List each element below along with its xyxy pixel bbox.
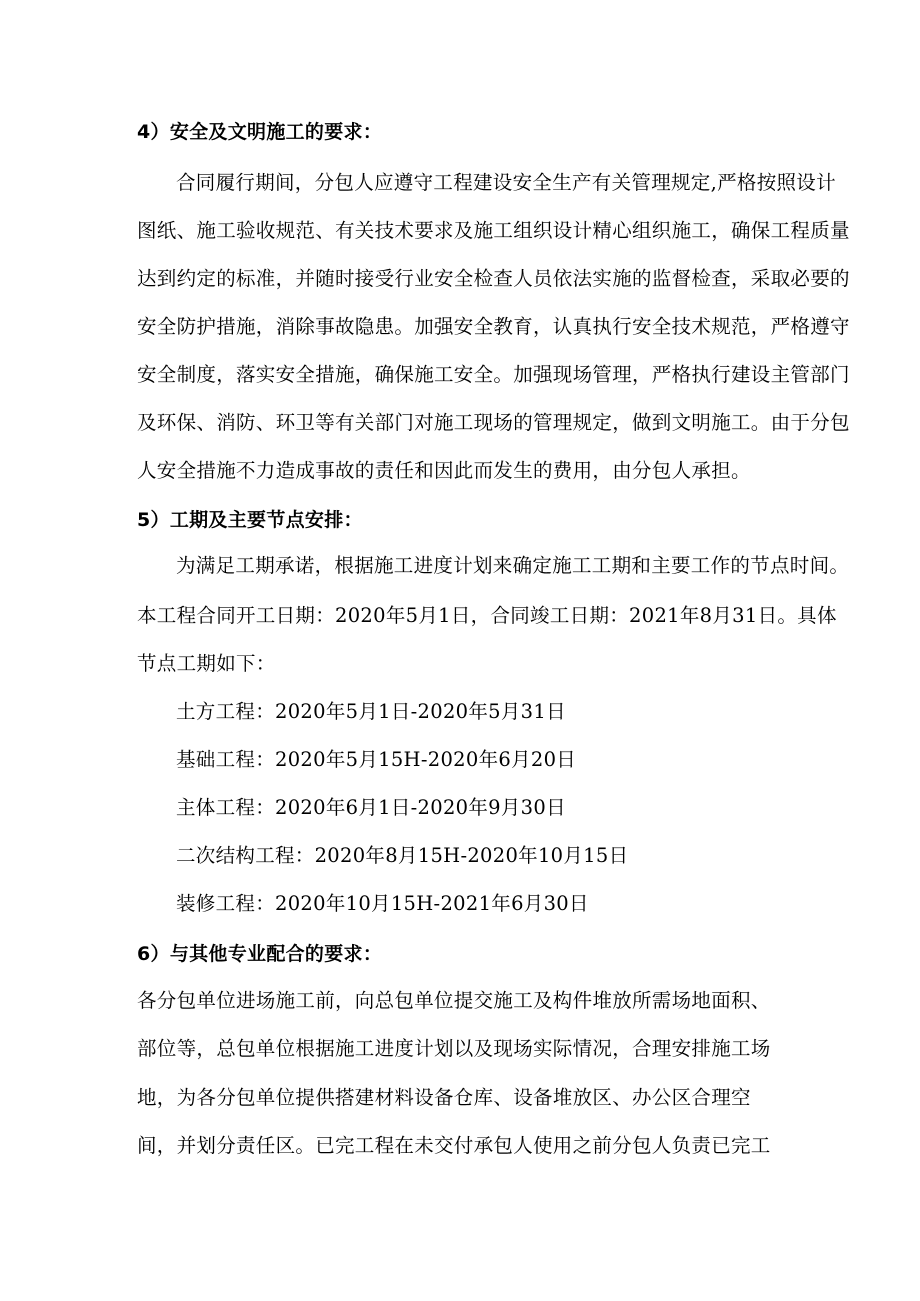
section-6-line-4: 间，并划分责任区。已完工程在未交付承包人使用之前分包人负责已完工 bbox=[137, 1134, 771, 1157]
section-6-line-1: 各分包单位进场施工前，向总包单位提交施工及构件堆放所需场地面积、 bbox=[137, 989, 771, 1012]
section-6-line-2: 部位等，总包单位根据施工进度计划以及现场实际情况，合理安排施工场 bbox=[137, 1037, 771, 1060]
section-5-line-3: 节点工期如下： bbox=[137, 652, 276, 675]
section-4-line-5: 安全制度，落实安全措施，确保施工安全。加强现场管理，严格执行建设主管部门 bbox=[137, 363, 850, 386]
section-4-line-7: 人安全措施不力造成事故的责任和因此而发生的费用，由分包人承担。 bbox=[137, 459, 751, 482]
section-4-heading: 4）安全及文明施工的要求： bbox=[137, 121, 383, 143]
schedule-item-foundation: 基础工程：2020年5月15H-2020年6月20日 bbox=[176, 748, 577, 771]
section-4-line-2: 图纸、施工验收规范、有关技术要求及施工组织设计精心组织施工，确保工程质量 bbox=[137, 219, 850, 242]
section-6-line-3: 地，为各分包单位提供搭建材料设备仓库、设备堆放区、办公区合理空 bbox=[137, 1086, 751, 1109]
section-4-line-3: 达到约定的标准，并随时接受行业安全检查人员依法实施的监督检查，采取必要的 bbox=[137, 267, 850, 290]
section-5-heading: 5）工期及主要节点安排： bbox=[137, 509, 363, 531]
section-4-line-6: 及环保、消防、环卫等有关部门对施工现场的管理规定，做到文明施工。由于分包 bbox=[137, 411, 850, 434]
section-5-line-2: 本工程合同开工日期：2020年5月1日，合同竣工日期：2021年8月31日。具体 bbox=[137, 604, 837, 627]
section-4-line-4: 安全防护措施，消除事故隐患。加强安全教育，认真执行安全技术规范，严格遵守 bbox=[137, 315, 850, 338]
schedule-item-main-structure: 主体工程：2020年6月1日-2020年9月30日 bbox=[176, 796, 566, 819]
schedule-item-decoration: 装修工程：2020年10月15H-2021年6月30日 bbox=[176, 892, 589, 915]
section-4-line-1: 合同履行期间，分包人应遵守工程建设安全生产有关管理规定,严格按照设计 bbox=[176, 171, 836, 194]
section-6-heading: 6）与其他专业配合的要求： bbox=[137, 943, 383, 965]
section-5-line-1: 为满足工期承诺，根据施工进度计划来确定施工工期和主要工作的节点时间。 bbox=[176, 554, 850, 577]
schedule-item-earthwork: 土方工程：2020年5月1日-2020年5月31日 bbox=[176, 700, 566, 723]
schedule-item-secondary-structure: 二次结构工程：2020年8月15H-2020年10月15日 bbox=[176, 844, 629, 867]
